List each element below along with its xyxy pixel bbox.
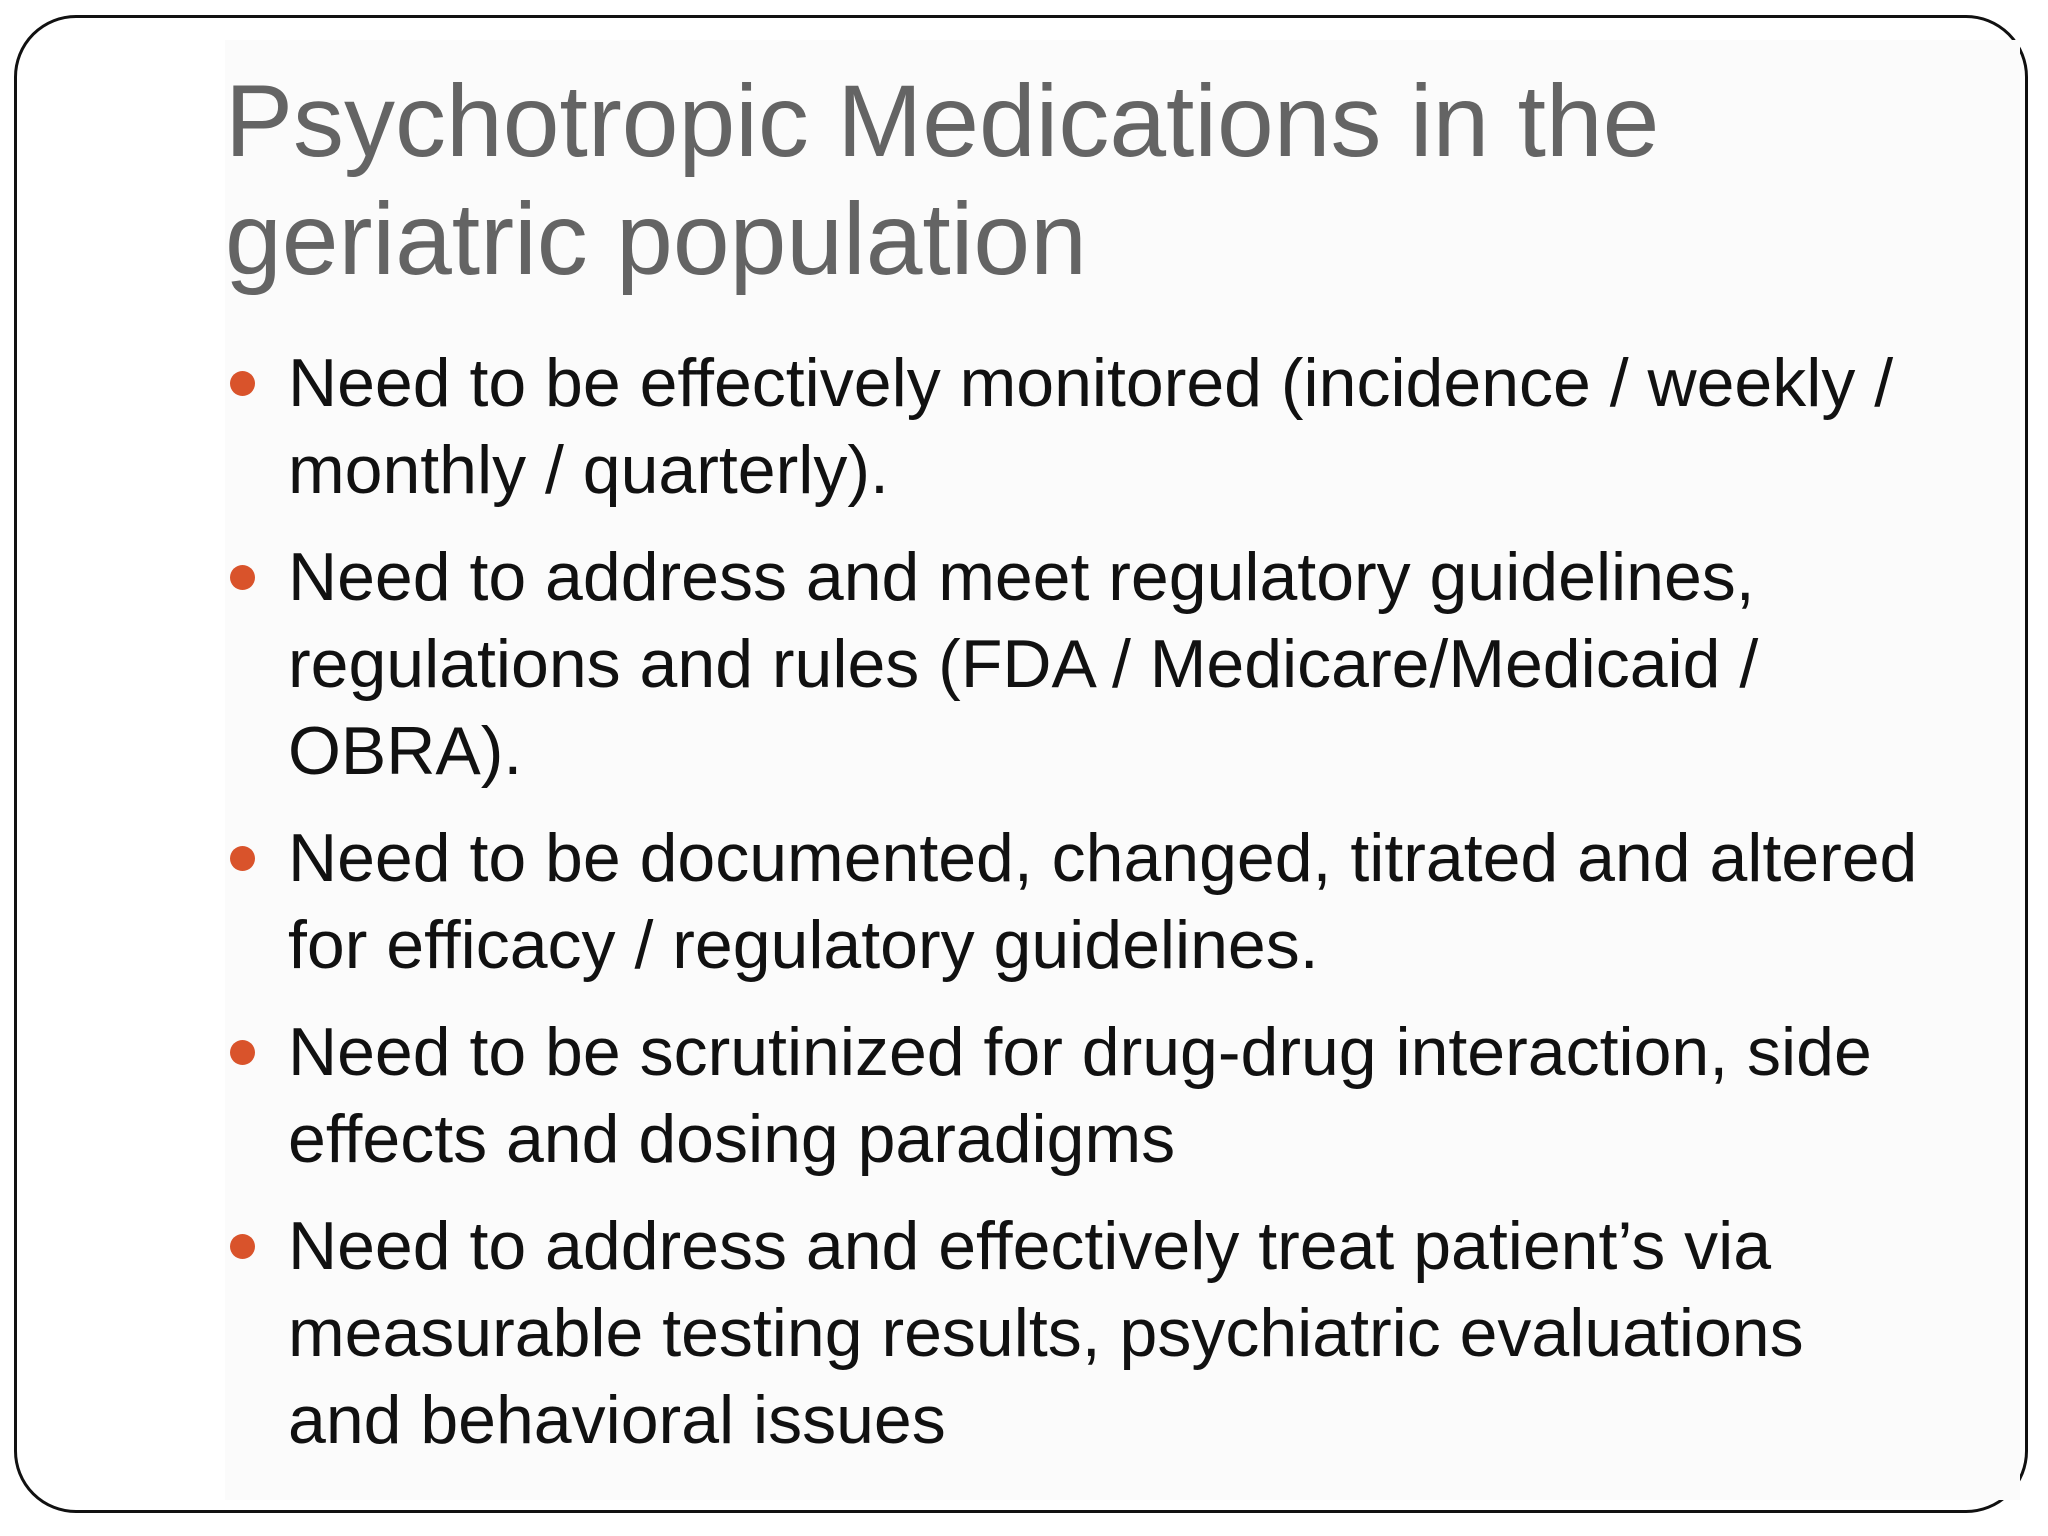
bullet-item-monitoring [225,340,1925,514]
bullet-item-treatment [225,1203,1925,1464]
bullet-dot-icon [230,371,255,396]
slide-title: Psychotropic Medications in the geriatric population [225,64,1660,296]
bullet-text: Need to address and meet regulatory guidelines, regulations and rules (FDA / Medicare/Medicaid / OBRA). [288,539,1759,789]
bullet-item-documentation [225,815,1925,989]
bullet-dot-icon [230,1234,255,1259]
bullet-dot-icon [230,565,255,590]
bullet-list [225,340,1925,1484]
bullet-text: Need to address and effectively treat patient’s via measurable testing results, psychiatric evaluations and behavioral issues [288,1208,1804,1458]
bullet-text: Need to be scrutinized for drug-drug interaction, side effects and dosing paradigms [288,1014,1872,1177]
bullet-dot-icon [230,846,255,871]
bullet-text: Need to be effectively monitored (incidence / weekly / monthly / quarterly). [288,345,1894,508]
bullet-item-regulatory [225,534,1925,795]
bullet-text: Need to be documented, changed, titrated and altered for efficacy / regulatory guidelines. [288,820,1918,983]
bullet-dot-icon [230,1040,255,1065]
bullet-item-interactions [225,1009,1925,1183]
